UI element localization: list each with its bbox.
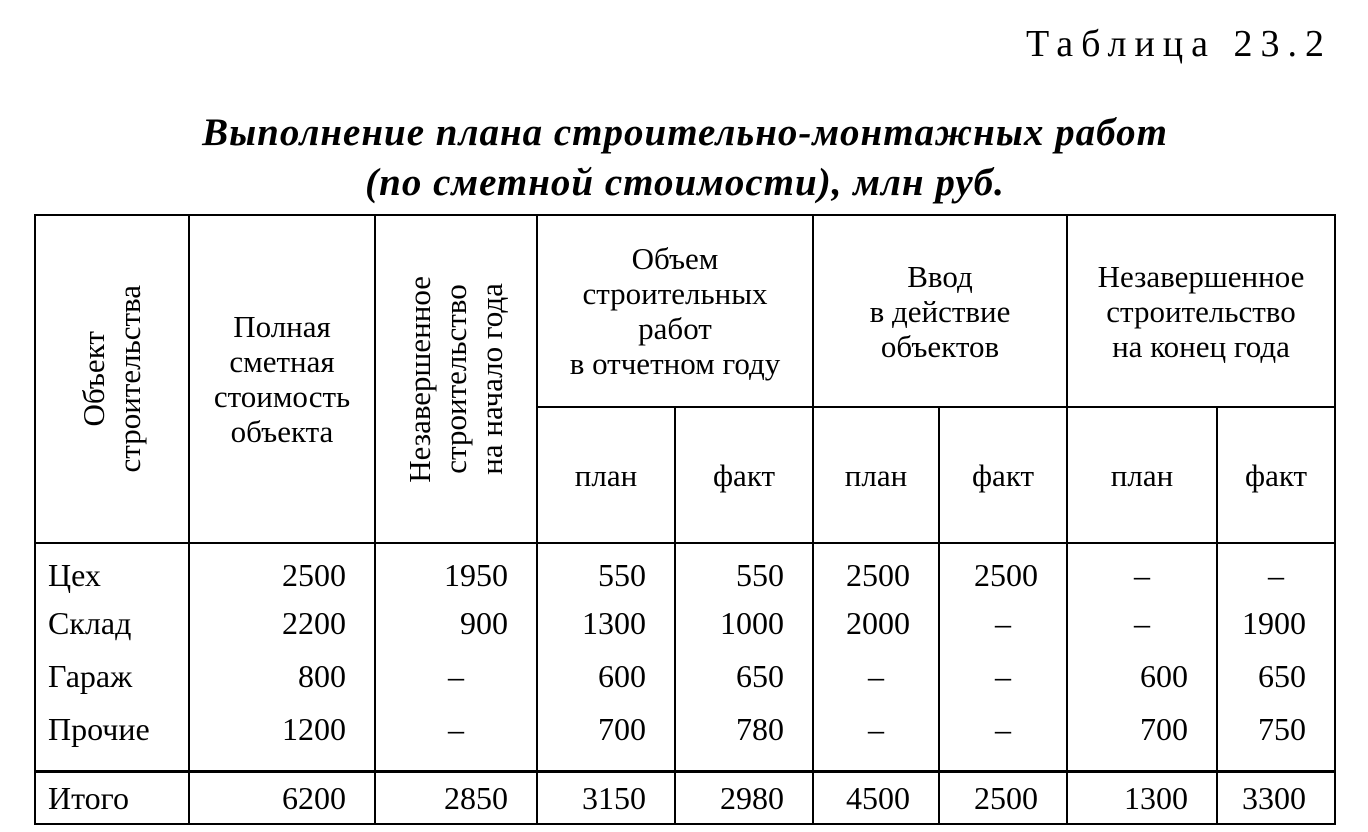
title-line-1: Выполнение плана строительно-монтажных работ [202,111,1168,154]
cell-unfinished-end-fact: – [1217,543,1335,597]
cell-volume-fact: 550 [675,543,813,597]
table-total [35,772,1335,825]
cell-volume-fact: 650 [675,650,813,703]
header-unfinished-end-plan: план [1067,407,1217,543]
cell-volume-fact: 1000 [675,597,813,650]
table-row [35,650,1335,703]
header-unfinished-end: Незавершенное строительство на конец года [1067,215,1335,407]
header-commissioning: Ввод в действие объектов [813,215,1067,407]
cell-full-cost: 1200 [189,703,375,772]
cell-commissioning-fact: 2500 [939,772,1067,825]
cell-unfinished-end-fact: 3300 [1217,772,1335,825]
cell-name: Итого [35,772,189,825]
header-object: Объект строительства [35,215,189,543]
cell-unfinished-end-plan: – [1067,597,1217,650]
header-full-cost: Полная сметная стоимость объекта [189,215,375,543]
cell-unfinished-start: – [375,703,537,772]
cell-volume-plan: 600 [537,650,675,703]
cell-unfinished-end-fact: 650 [1217,650,1335,703]
cell-unfinished-end-plan: 700 [1067,703,1217,772]
cell-name: Гараж [35,650,189,703]
cell-commissioning-fact: – [939,703,1067,772]
header-unfinished-start: Незавершенное строительство на начало года [375,215,537,543]
header-unfinished-end-fact: факт [1217,407,1335,543]
cell-commissioning-fact: – [939,597,1067,650]
cell-commissioning-plan: 2000 [813,597,939,650]
cell-commissioning-plan: – [813,703,939,772]
construction-plan-table [34,214,1336,825]
cell-commissioning-plan: 2500 [813,543,939,597]
cell-volume-plan: 1300 [537,597,675,650]
cell-volume-fact: 780 [675,703,813,772]
header-volume: Объем строительных работ в отчетном году [537,215,813,407]
cell-unfinished-end-fact: 1900 [1217,597,1335,650]
header-volume-plan: план [537,407,675,543]
cell-commissioning-fact: 2500 [939,543,1067,597]
cell-full-cost: 2200 [189,597,375,650]
table-row [35,703,1335,772]
cell-unfinished-start: 900 [375,597,537,650]
cell-volume-fact: 2980 [675,772,813,825]
cell-unfinished-start: 1950 [375,543,537,597]
table-title [60,108,1310,208]
table-number: Таблица 23.2 [1025,23,1332,65]
cell-unfinished-end-plan: – [1067,543,1217,597]
header-volume-fact: факт [675,407,813,543]
cell-unfinished-start: 2850 [375,772,537,825]
cell-unfinished-end-plan: 600 [1067,650,1217,703]
table-row-total [35,772,1335,825]
cell-name: Цех [35,543,189,597]
cell-name: Прочие [35,703,189,772]
cell-full-cost: 800 [189,650,375,703]
cell-commissioning-plan: 4500 [813,772,939,825]
header-commissioning-plan: план [813,407,939,543]
cell-unfinished-end-plan: 1300 [1067,772,1217,825]
cell-name: Склад [35,597,189,650]
cell-unfinished-end-fact: 750 [1217,703,1335,772]
table-row [35,543,1335,597]
cell-volume-plan: 550 [537,543,675,597]
cell-volume-plan: 3150 [537,772,675,825]
cell-full-cost: 2500 [189,543,375,597]
header-commissioning-fact: факт [939,407,1067,543]
cell-volume-plan: 700 [537,703,675,772]
cell-commissioning-plan: – [813,650,939,703]
table-body [35,543,1335,772]
cell-commissioning-fact: – [939,650,1067,703]
title-line-2: (по сметной стоимости), млн руб. [365,161,1005,204]
table-row [35,597,1335,650]
cell-unfinished-start: – [375,650,537,703]
cell-full-cost: 6200 [189,772,375,825]
